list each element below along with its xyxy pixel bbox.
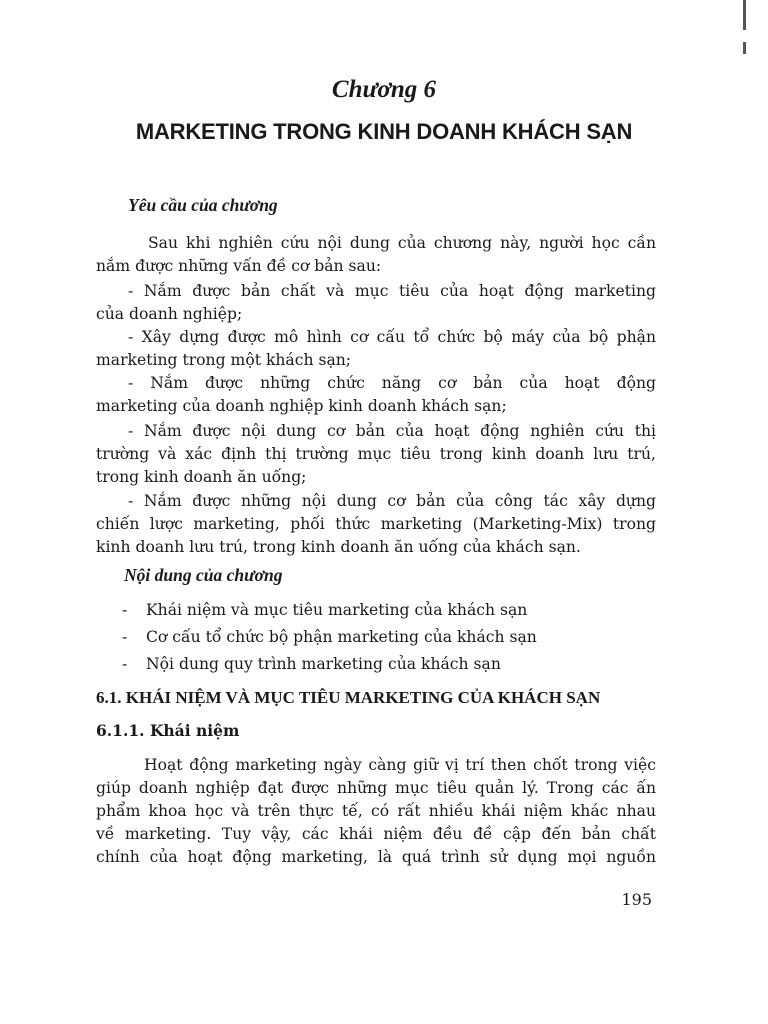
contents-list [122,601,622,682]
dash-marker: - [122,601,128,619]
scan-edge-mark [743,42,746,54]
text-line: kinh doanh lưu trú, trong kinh doanh ăn uống của khách sạn. [96,538,581,556]
list-item [122,628,622,655]
list-item [122,601,622,628]
text-line: chiến lược marketing, phối thức marketing (Marketing-Mix) trong [96,515,656,533]
scan-edge-mark [743,0,746,30]
contents-heading: Nội dung của chương [124,565,283,585]
section-heading: 6.1. KHÁI NIỆM VÀ MỤC TIÊU MARKETING CỦA KHÁCH SẠN [96,688,601,707]
page-number: 195 [621,890,652,909]
list-item [122,655,622,682]
text-line: Hoạt động marketing ngày càng giữ vị trí then chốt trong việc [144,756,656,774]
text-line: về marketing. Tuy vậy, các khái niệm đều đề cập đến bản chất [96,825,656,843]
text-line: Sau khi nghiên cứu nội dung của chương này, người học cần [148,234,656,252]
requirements-intro [96,232,656,278]
requirement-item [96,372,656,418]
chapter-label: Chương 6 [331,76,437,103]
text-line: trường và xác định thị trường mục tiêu trong kinh doanh lưu trú, [96,445,656,463]
requirement-item [96,420,656,489]
text-line: trong kinh doanh ăn uống; [96,468,307,486]
requirement-item [96,326,656,372]
dash-marker: - [122,655,128,673]
list-item-text: Cơ cấu tổ chức bộ phận marketing của khách sạn [146,628,537,646]
text-line: phẩm khoa học và trên thực tế, có rất nhiều khái niệm khác nhau [96,802,656,820]
text-line: - Nắm được những nội dung cơ bản của công tác xây dựng [128,492,656,510]
section-body [96,754,656,869]
chapter-title: MARKETING TRONG KINH DOANH KHÁCH SẠN [135,119,633,144]
text-line: - Nắm được bản chất và mục tiêu của hoạt động marketing [128,282,656,300]
dash-marker: - [122,628,128,646]
text-line: - Nắm được nội dung cơ bản của hoạt động nghiên cứu thị [128,422,656,440]
text-line: - Xây dựng được mô hình cơ cấu tổ chức bộ máy của bộ phận [128,328,656,346]
requirement-item [96,490,656,559]
text-line: nắm được những vấn đề cơ bản sau: [96,257,382,275]
text-line: - Nắm được những chức năng cơ bản của hoạt động [128,374,656,392]
subsection-heading: 6.1.1. Khái niệm [96,721,240,740]
text-line: marketing trong một khách sạn; [96,351,352,369]
text-line: giúp doanh nghiệp đạt được những mục tiêu quản lý. Trong các ấn [96,779,656,797]
text-line: của doanh nghiệp; [96,305,243,323]
text-line: chính của hoạt động marketing, là quá trình sử dụng mọi nguồn [96,848,656,866]
requirement-item [96,280,656,326]
list-item-text: Nội dung quy trình marketing của khách sạn [146,655,501,673]
requirements-heading: Yêu cầu của chương [128,195,278,215]
list-item-text: Khái niệm và mục tiêu marketing của khách sạn [146,601,528,619]
text-line: marketing của doanh nghiệp kinh doanh khách sạn; [96,397,507,415]
